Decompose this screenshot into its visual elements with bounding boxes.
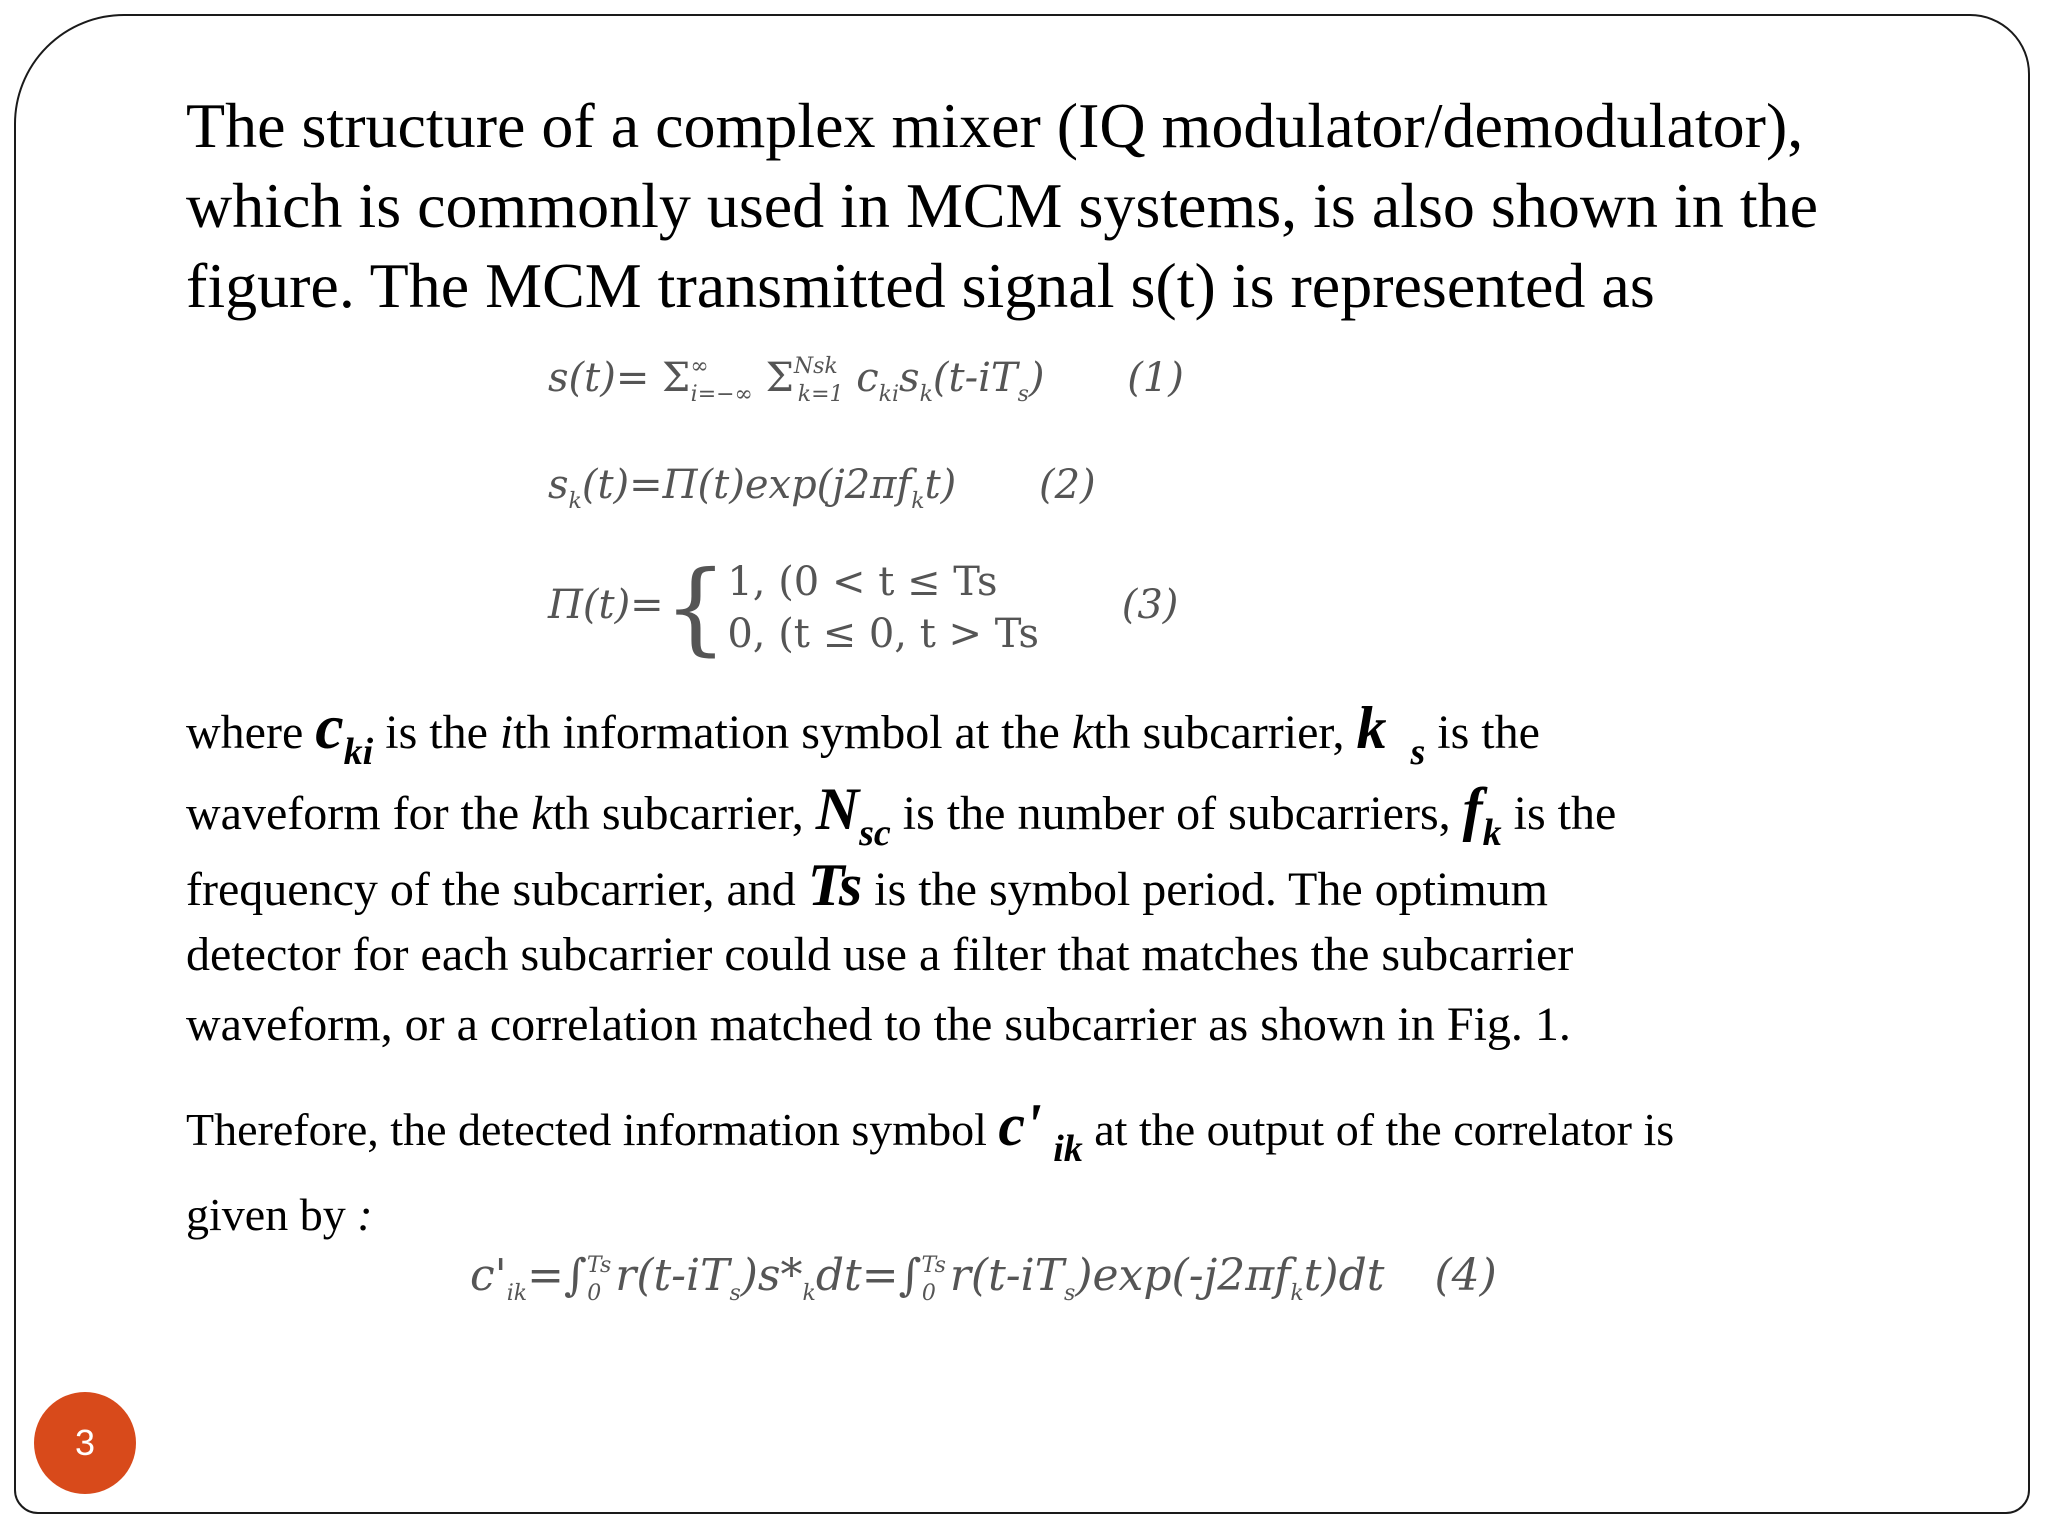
detection-line-2: given by : — [186, 1189, 373, 1240]
intro-line-2: which is commonly used in MCM systems, is also shown in the — [186, 170, 1818, 241]
intro-line-3: figure. The MCM transmitted signal s(t) is represented as — [186, 250, 1655, 321]
page-number-badge: 3 — [34, 1392, 136, 1494]
equation-1-number: (1) — [1127, 355, 1184, 401]
equation-2: $s_k(t)=\Pi(t)\exp(j2\pi f_kt)$ (2) — [548, 462, 1096, 514]
detection-line-1: Therefore, the detected information symbol c' $_{ik}$ at the output of the correlator is — [186, 1092, 1675, 1170]
equation-3-number: (3) — [1121, 582, 1179, 628]
equation-4: $c'_{ik}=\int^{Ts}_0$ $r(t-iT_s)s*_kdt=\int^{Ts}_0$ $r(t-iT_s)\exp(-j2\pi f_kt)dt$ (4) — [470, 1250, 1497, 1306]
definitions-paragraph — [186, 686, 1946, 1060]
equation-1: $s(t)= \Sigma^\infty_{i=-\infty}$ $\Sigma^{Nsk}_{k=1}$ $c_{ki}s_k(t-iT_s)$ (1) — [548, 354, 1184, 407]
definitions-line-2: waveform for the kth subcarrier, $N_{sc}$ is the number of subcarriers, $f_k$ is the — [186, 776, 1617, 854]
definitions-line-4: detector for each subcarrier could use a filter that matches the subcarrier — [186, 928, 1574, 981]
definitions-line-1: where $c_{ki}$ is the ith information symbol at the kth subcarrier, k $_s$ is the — [186, 691, 1540, 773]
detection-paragraph — [186, 1092, 1946, 1248]
intro-line-1: The structure of a complex mixer (IQ modulator/demodulator), — [186, 90, 1804, 161]
definitions-line-3: frequency of the subcarrier, and Ts is the symbol period. The optimum — [186, 852, 1549, 918]
equation-4-number: (4) — [1434, 1250, 1497, 1301]
equation-2-number: (2) — [1038, 462, 1096, 508]
equation-3: Π(t)={1, (0 < t ≤ Ts 0, (t ≤ 0, t > Ts (3) — [548, 549, 1179, 666]
intro-paragraph — [186, 86, 1946, 326]
definitions-line-5: waveform, or a correlation matched to the subcarrier as shown in Fig. 1. — [186, 998, 1571, 1051]
